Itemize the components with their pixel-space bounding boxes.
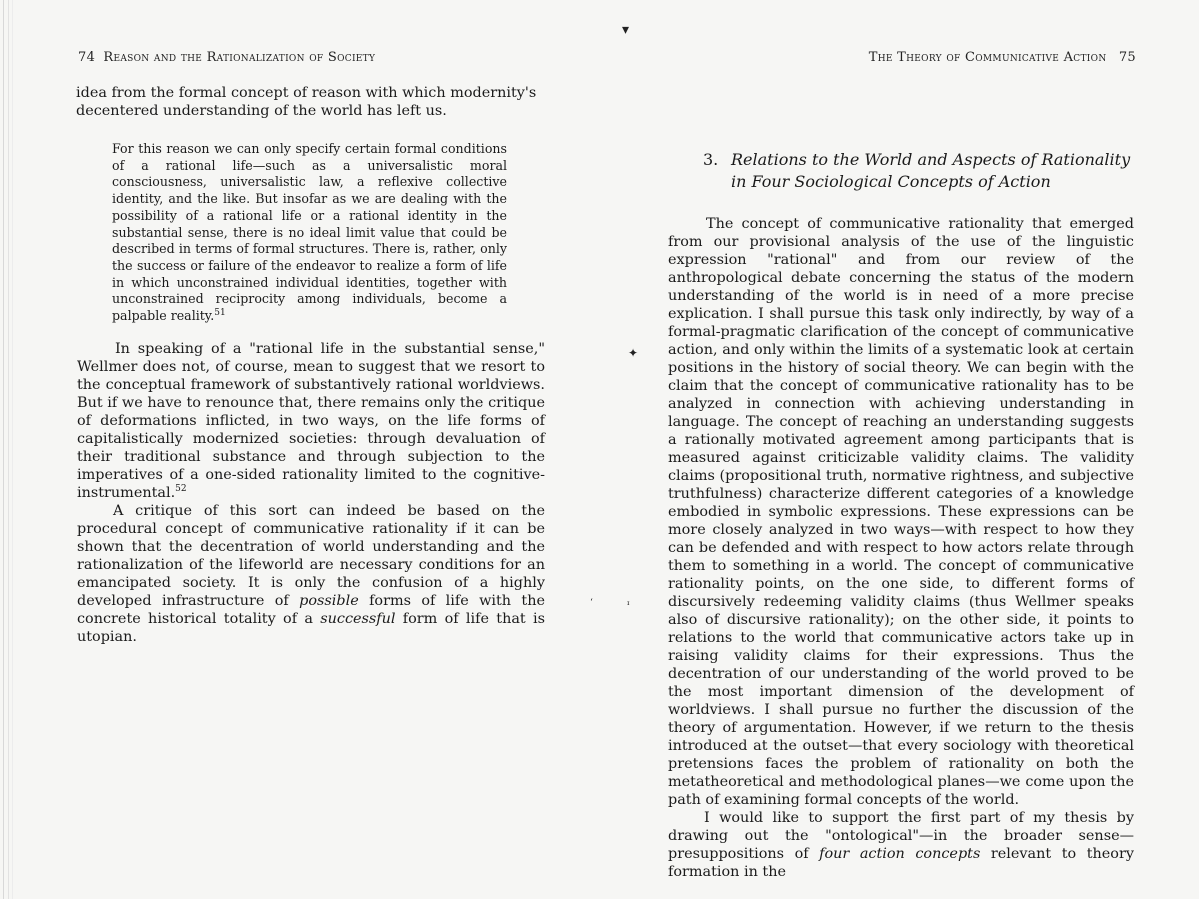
left-page-number: 74: [78, 50, 96, 65]
right-main-text: [668, 215, 1134, 881]
left-paragraph-2c: form of life that is utopian.: [77, 611, 546, 645]
right-paragraph-2b: relevant to theory formation in the: [668, 846, 1134, 880]
emphasis-successful: successful: [320, 611, 396, 627]
intro-text: idea from the formal concept of reason with which modernity's decentered understanding of the world has left us.: [76, 85, 537, 119]
footnote-ref: 52: [175, 484, 187, 495]
emphasis-four-action-concepts: four action concepts: [819, 846, 981, 862]
section-title: Relations to the World and Aspects of Rationality in Four Sociological Concepts of Action: [731, 150, 1131, 191]
emphasis-possible: possible: [299, 593, 359, 609]
right-paragraph-2a: I would like to support the first part of my thesis by drawing out the "ontological"—in the broader sense—presuppositions of: [668, 810, 1134, 862]
left-intro-paragraph: [76, 84, 542, 120]
right-page-number: 75: [1118, 50, 1136, 65]
scan-mark: ▾: [622, 22, 630, 38]
right-paragraph-1: The concept of communicative rationality that emerged from our provisional analysis of the use of the linguistic expression "rational" and from our review of the anthropological debate concerning the status of the modern understanding of the world is in need of a more precise explication. I shall pursue this task only indirectly, by way of a formal-pragmatic clarification of the concept of communicative action, and only within the limits of a systematic look at certain positions in the history of social theory. We can begin with the claim that the concept of communicative rationality has to be analyzed in connection with achieving understanding in language. The concept of reaching an understanding suggests a rationally motivated agreement among participants that is measured against criticizable validity claims. The validity claims (propositional truth, normative rightness, and subjective truthfulness) characterize different categories of a knowledge embodied in symbolic expressions. These expressions can be more closely analyzed in two ways—with respect to how they can be defended and with respect to how actors relate through them to something in a world. The concept of communicative rationality points, on the one side, to different forms of discursively redeeming validity claims (thus Wellmer speaks also of discursive rationality); on the other side, it points to relations to the world that communicative actors take up in raising validity claims for their expressions. Thus the decentration of our understanding of the world proved to be the most important dimension of the development of worldviews. I shall pursue no further the discussion of the theory of argumentation. However, if we return to the thesis introduced at the outset—that every sociology with theoretical pretensions faces the problem of rationality on both the metatheoretical and methodological planes—we come upon the path of examining formal concepts of the world.: [668, 216, 1134, 808]
footnote-ref: 51: [214, 307, 226, 318]
left-paragraph-2b: forms of life with the concrete historical totality of a: [77, 593, 545, 627]
section-number: 3.: [703, 150, 719, 169]
right-running-head: [869, 50, 1136, 65]
section-heading: [703, 149, 1143, 193]
scan-mark: ‘: [590, 598, 593, 608]
left-running-head: [78, 50, 375, 65]
block-quote: [112, 141, 507, 325]
scan-mark: ✦: [628, 346, 639, 360]
quote-text: For this reason we can only specify certain formal conditions of a rational life—such as a universalistic moral consciousness, universalistic law, a reflexive collective identity, and the like. But insofar as we are dealing with the possibility of a rational life or a rational identity in the substantial sense, there is no ideal limit value that could be described in terms of formal structures. There is, rather, only the success or failure of the endeavor to realize a form of life in which unconstrained individual identities, together with unconstrained reciprocity among individuals, become a palpable reality.: [112, 141, 507, 324]
left-running-title: Reason and the Rationalization of Society: [103, 50, 376, 65]
left-paragraph-2a: A critique of this sort can indeed be based on the procedural concept of communicative rationality if it can be shown that the decentration of world understanding and the rationalization of the lifeworld are necessary conditions for an emancipated society. It is only the confusion of a highly developed infrastructure of: [77, 503, 545, 609]
right-running-title: The Theory of Communicative Action: [868, 50, 1107, 65]
scan-mark: ᶦ: [627, 598, 630, 612]
left-paragraph-1: In speaking of a "rational life in the substantial sense," Wellmer does not, of course, mean to suggest that we resort to the conceptual framework of substantively rational worldviews. But if we have to renounce that, there remains only the critique of deformations inflicted, in two ways, on the life forms of capitalistically modernized societies: through devaluation of their traditional substance and through subjection to the imperatives of a one-sided rationality limited to the cognitive-instrumental.: [77, 341, 545, 501]
right-page: [600, 0, 1199, 899]
left-main-text: [77, 340, 545, 646]
